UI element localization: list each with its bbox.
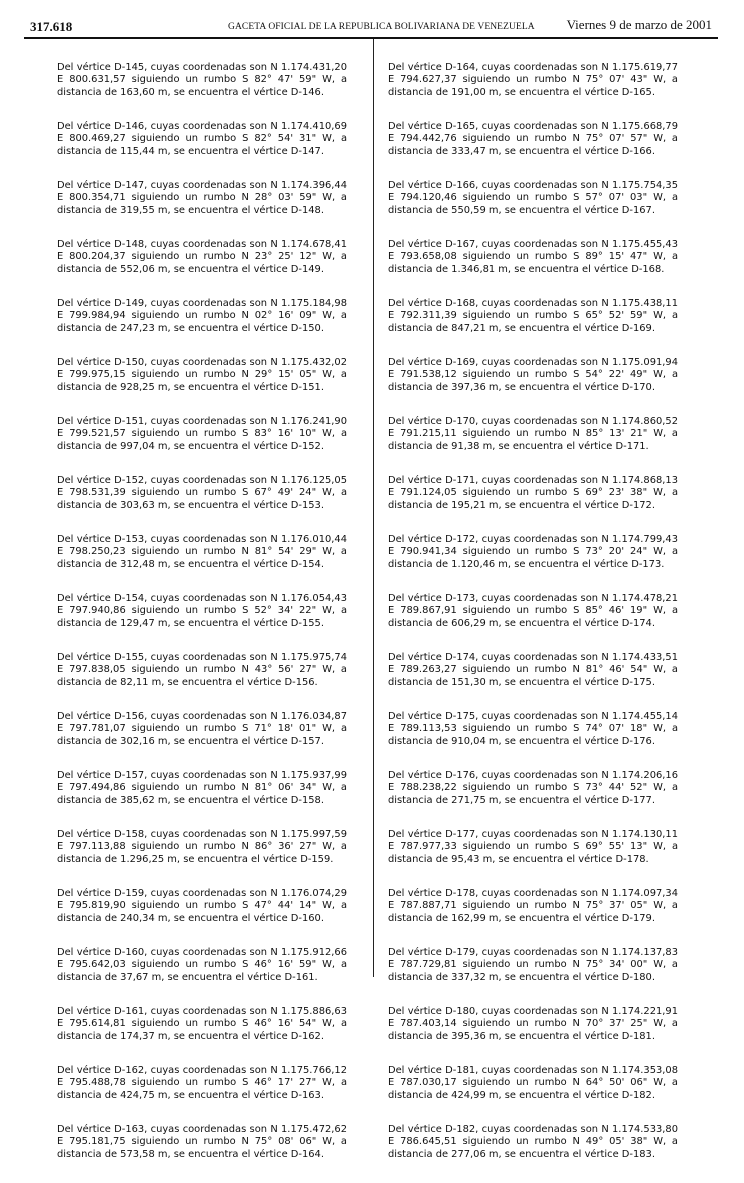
- vertex-paragraph: Del vértice D-182, cuyas coordenadas son N 1.174.533,80 E 786.645,51 siguiendo un rumbo N 49° 05' 38" W, a distancia de 277,06 m, se encuentra el vértice D-183.: [388, 1123, 678, 1160]
- vertex-paragraph: Del vértice D-168, cuyas coordenadas son N 1.175.438,11 E 792.311,39 siguiendo un rumbo S 65° 52' 59" W, a distancia de 847,21 m, se encuentra el vértice D-169.: [388, 297, 678, 334]
- vertex-paragraph: Del vértice D-165, cuyas coordenadas son N 1.175.668,79 E 794.442,76 siguiendo un rumbo N 75° 07' 57" W, a distancia de 333,47 m, se encuentra el vértice D-166.: [388, 120, 678, 157]
- vertex-paragraph: Del vértice D-170, cuyas coordenadas son N 1.174.860,52 E 791.215,11 siguiendo un rumbo N 85° 13' 21" W, a distancia de 91,38 m, se encuentra el vértice D-171.: [388, 415, 678, 452]
- vertex-paragraph: Del vértice D-152, cuyas coordenadas son N 1.176.125,05 E 798.531,39 siguiendo un rumbo S 67° 49' 24" W, a distancia de 303,63 m, se encuentra el vértice D-153.: [57, 474, 347, 511]
- vertex-paragraph: Del vértice D-154, cuyas coordenadas son N 1.176.054,43 E 797.940,86 siguiendo un rumbo S 52° 34' 22" W, a distancia de 129,47 m, se encuentra el vértice D-155.: [57, 592, 347, 629]
- vertex-paragraph: Del vértice D-171, cuyas coordenadas son N 1.174.868,13 E 791.124,05 siguiendo un rumbo S 69° 23' 38" W, a distancia de 195,21 m, se encuentra el vértice D-172.: [388, 474, 678, 511]
- vertex-paragraph: Del vértice D-179, cuyas coordenadas son N 1.174.137,83 E 787.729,81 siguiendo un rumbo N 75° 34' 00" W, a distancia de 337,32 m, se encuentra el vértice D-180.: [388, 946, 678, 983]
- vertex-paragraph: Del vértice D-160, cuyas coordenadas son N 1.175.912,66 E 795.642,03 siguiendo un rumbo S 46° 16' 59" W, a distancia de 37,67 m, se encuentra el vértice D-161.: [57, 946, 347, 983]
- vertex-paragraph: Del vértice D-167, cuyas coordenadas son N 1.175.455,43 E 793.658,08 siguiendo un rumbo S 89° 15' 47" W, a distancia de 1.346,81 m, se encuentra el vértice D-168.: [388, 238, 678, 275]
- right-column: [388, 52, 678, 1183]
- vertex-paragraph: Del vértice D-173, cuyas coordenadas son N 1.174.478,21 E 789.867,91 siguiendo un rumbo S 85° 46' 19" W, a distancia de 606,29 m, se encuentra el vértice D-174.: [388, 592, 678, 629]
- column-divider: [373, 39, 374, 977]
- header-rule: [24, 37, 718, 39]
- vertex-paragraph: Del vértice D-180, cuyas coordenadas son N 1.174.221,91 E 787.403,14 siguiendo un rumbo N 70° 37' 25" W, a distancia de 395,36 m, se encuentra el vértice D-181.: [388, 1005, 678, 1042]
- vertex-paragraph: Del vértice D-153, cuyas coordenadas son N 1.176.010,44 E 798.250,23 siguiendo un rumbo N 81° 54' 29" W, a distancia de 312,48 m, se encuentra el vértice D-154.: [57, 533, 347, 570]
- vertex-paragraph: Del vértice D-156, cuyas coordenadas son N 1.176.034,87 E 797.781,07 siguiendo un rumbo S 71° 18' 01" W, a distancia de 302,16 m, se encuentra el vértice D-157.: [57, 710, 347, 747]
- vertex-paragraph: Del vértice D-178, cuyas coordenadas son N 1.174.097,34 E 787.887,71 siguiendo un rumbo N 75° 37' 05" W, a distancia de 162,99 m, se encuentra el vértice D-179.: [388, 887, 678, 924]
- left-column: [57, 52, 347, 1183]
- vertex-paragraph: Del vértice D-157, cuyas coordenadas son N 1.175.937,99 E 797.494,86 siguiendo un rumbo N 81° 06' 34" W, a distancia de 385,62 m, se encuentra el vértice D-158.: [57, 769, 347, 806]
- vertex-paragraph: Del vértice D-159, cuyas coordenadas son N 1.176.074,29 E 795.819,90 siguiendo un rumbo S 47° 44' 14" W, a distancia de 240,34 m, se encuentra el vértice D-160.: [57, 887, 347, 924]
- vertex-paragraph: Del vértice D-151, cuyas coordenadas son N 1.176.241,90 E 799.521,57 siguiendo un rumbo S 83° 16' 10" W, a distancia de 997,04 m, se encuentra el vértice D-152.: [57, 415, 347, 452]
- page-number: 317.618: [30, 19, 73, 34]
- vertex-paragraph: Del vértice D-162, cuyas coordenadas son N 1.175.766,12 E 795.488,78 siguiendo un rumbo S 46° 17' 27" W, a distancia de 424,75 m, se encuentra el vértice D-163.: [57, 1064, 347, 1101]
- vertex-paragraph: Del vértice D-146, cuyas coordenadas son N 1.174.410,69 E 800.469,27 siguiendo un rumbo S 82° 54' 31" W, a distancia de 115,44 m, se encuentra el vértice D-147.: [57, 120, 347, 157]
- gazette-title: GACETA OFICIAL DE LA REPUBLICA BOLIVARIANA DE VENEZUELA: [228, 22, 535, 32]
- vertex-paragraph: Del vértice D-164, cuyas coordenadas son N 1.175.619,77 E 794.627,37 siguiendo un rumbo N 75° 07' 43" W, a distancia de 191,00 m, se encuentra el vértice D-165.: [388, 61, 678, 98]
- publication-date: Viernes 9 de marzo de 2001: [566, 17, 712, 32]
- vertex-paragraph: Del vértice D-148, cuyas coordenadas son N 1.174.678,41 E 800.204,37 siguiendo un rumbo N 23° 25' 12" W, a distancia de 552,06 m, se encuentra el vértice D-149.: [57, 238, 347, 275]
- vertex-paragraph: Del vértice D-181, cuyas coordenadas son N 1.174.353,08 E 787.030,17 siguiendo un rumbo N 64° 50' 06" W, a distancia de 424,99 m, se encuentra el vértice D-182.: [388, 1064, 678, 1101]
- vertex-paragraph: Del vértice D-166, cuyas coordenadas son N 1.175.754,35 E 794.120,46 siguiendo un rumbo S 57° 07' 03" W, a distancia de 550,59 m, se encuentra el vértice D-167.: [388, 179, 678, 216]
- vertex-paragraph: Del vértice D-147, cuyas coordenadas son N 1.174.396,44 E 800.354,71 siguiendo un rumbo N 28° 03' 59" W, a distancia de 319,55 m, se encuentra el vértice D-148.: [57, 179, 347, 216]
- vertex-paragraph: Del vértice D-177, cuyas coordenadas son N 1.174.130,11 E 787.977,33 siguiendo un rumbo S 69° 55' 13" W, a distancia de 95,43 m, se encuentra el vértice D-178.: [388, 828, 678, 865]
- vertex-paragraph: Del vértice D-174, cuyas coordenadas son N 1.174.433,51 E 789.263,27 siguiendo un rumbo N 81° 46' 54" W, a distancia de 151,30 m, se encuentra el vértice D-175.: [388, 651, 678, 688]
- vertex-paragraph: Del vértice D-150, cuyas coordenadas son N 1.175.432,02 E 799.975,15 siguiendo un rumbo N 29° 15' 05" W, a distancia de 928,25 m, se encuentra el vértice D-151.: [57, 356, 347, 393]
- page-header: [0, 0, 744, 44]
- vertex-paragraph: Del vértice D-172, cuyas coordenadas son N 1.174.799,43 E 790.941,34 siguiendo un rumbo S 73° 20' 24" W, a distancia de 1.120,46 m, se encuentra el vértice D-173.: [388, 533, 678, 570]
- vertex-paragraph: Del vértice D-176, cuyas coordenadas son N 1.174.206,16 E 788.238,22 siguiendo un rumbo S 73° 44' 52" W, a distancia de 271,75 m, se encuentra el vértice D-177.: [388, 769, 678, 806]
- vertex-paragraph: Del vértice D-145, cuyas coordenadas son N 1.174.431,20 E 800.631,57 siguiendo un rumbo S 82° 47' 59" W, a distancia de 163,60 m, se encuentra el vértice D-146.: [57, 61, 347, 98]
- vertex-paragraph: Del vértice D-149, cuyas coordenadas son N 1.175.184,98 E 799.984,94 siguiendo un rumbo N 02° 16' 09" W, a distancia de 247,23 m, se encuentra el vértice D-150.: [57, 297, 347, 334]
- vertex-paragraph: Del vértice D-155, cuyas coordenadas son N 1.175.975,74 E 797.838,05 siguiendo un rumbo N 43° 56' 27" W, a distancia de 82,11 m, se encuentra el vértice D-156.: [57, 651, 347, 688]
- vertex-paragraph: Del vértice D-175, cuyas coordenadas son N 1.174.455,14 E 789.113,53 siguiendo un rumbo S 74° 07' 18" W, a distancia de 910,04 m, se encuentra el vértice D-176.: [388, 710, 678, 747]
- vertex-paragraph: Del vértice D-163, cuyas coordenadas son N 1.175.472,62 E 795.181,75 siguiendo un rumbo N 75° 08' 06" W, a distancia de 573,58 m, se encuentra el vértice D-164.: [57, 1123, 347, 1160]
- vertex-paragraph: Del vértice D-158, cuyas coordenadas son N 1.175.997,59 E 797.113,88 siguiendo un rumbo N 86° 36' 27" W, a distancia de 1.296,25 m, se encuentra el vértice D-159.: [57, 828, 347, 865]
- vertex-paragraph: Del vértice D-169, cuyas coordenadas son N 1.175.091,94 E 791.538,12 siguiendo un rumbo S 54° 22' 49" W, a distancia de 397,36 m, se encuentra el vértice D-170.: [388, 356, 678, 393]
- vertex-paragraph: Del vértice D-161, cuyas coordenadas son N 1.175.886,63 E 795.614,81 siguiendo un rumbo S 46° 16' 54" W, a distancia de 174,37 m, se encuentra el vértice D-162.: [57, 1005, 347, 1042]
